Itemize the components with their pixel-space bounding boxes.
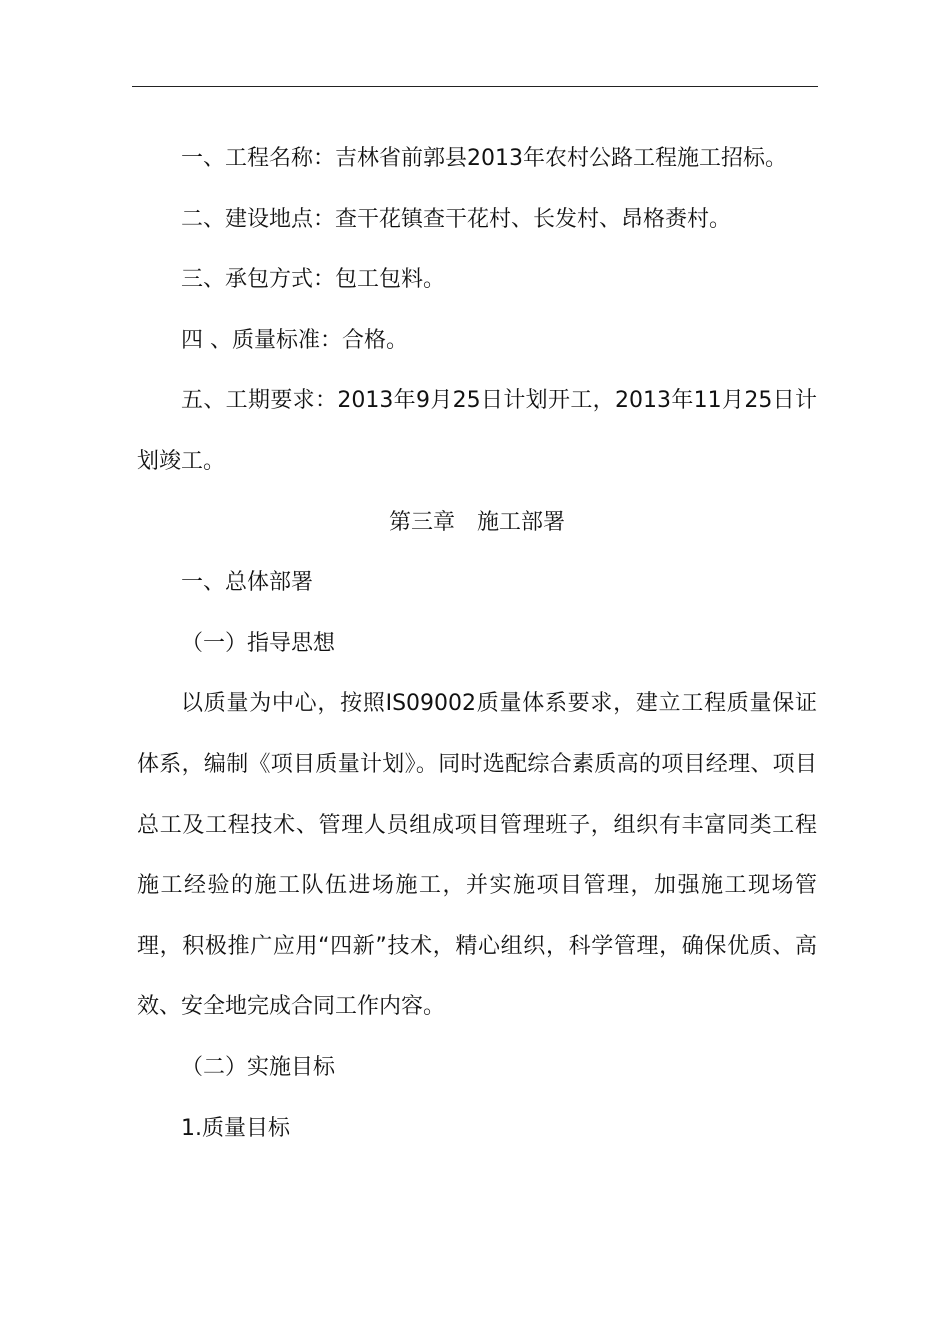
quality-goal-item: 1.质量目标	[181, 1115, 290, 1141]
chapter-heading: 第三章 施工部署	[388, 509, 565, 535]
project-name-item: 一、工程名称：吉林省前郭县2013年农村公路工程施工招标。	[181, 146, 787, 171]
header-rule	[132, 86, 818, 87]
construction-site-item: 二、建设地点：查干花镇查干花村、长发村、昂格赉村。	[181, 206, 732, 232]
subsection-guiding-ideology: （一）指导思想	[181, 630, 336, 656]
quality-standard-item: 四 、质量标准：合格。	[181, 327, 408, 353]
schedule-item: 五、工期要求：2013年9月25日计划开工，2013年11月25日计划竣工。	[137, 388, 817, 474]
guiding-ideology-paragraph: 以质量为中心，按照IS09002质量体系要求，建立工程质量保证体系，编制《项目质量计划》。同时选配综合素质高的项目经理、项目总工及工程技术、管理人员组成项目管理班子，组织有丰富同类工程施工经验的施工队伍进场施工，并实施项目管理，加强施工现场管理，积极推广应用“四新”技术，精心组织，科学管理，确保优质、高效、安全地完成合同工作内容。	[137, 691, 817, 1020]
section-overall-deployment: 一、总体部署	[181, 570, 314, 596]
document-body	[137, 129, 817, 1159]
subsection-implementation-goals: （二）实施目标	[181, 1054, 336, 1080]
contract-mode-item: 三、承包方式：包工包料。	[181, 267, 446, 293]
